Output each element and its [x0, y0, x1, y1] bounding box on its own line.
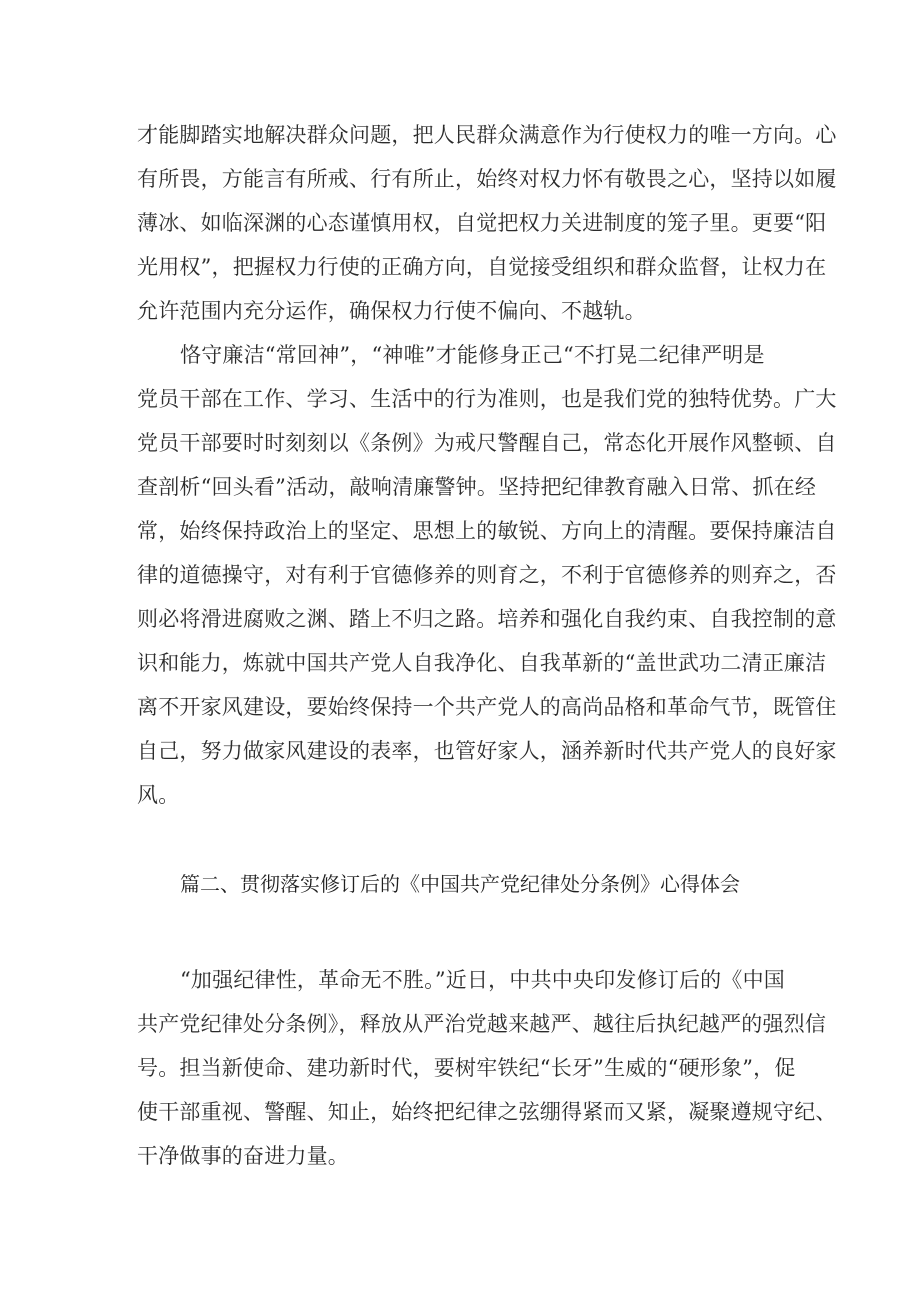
- paragraph2-line-4: 查剖析“回头看”活动，敲响清廉警钟。坚持把纪律教育融入日常、抓在经: [137, 475, 817, 499]
- paragraph2-line-3: 党员干部要时时刻刻以《条例》为戒尺警醒自己，常态化开展作风整顿、自: [137, 431, 837, 455]
- paragraph2-line-1: 恪守廉洁“常回神”，“神唯”才能修身正己“不打晃二纪律严明是: [180, 343, 765, 367]
- paragraph3-line-1: “加强纪律性，革命无不胜。”近日，中共中央印发修订后的《中国: [180, 968, 785, 992]
- paragraph1-line-4: 光用权”，把握权力行使的正确方向，自觉接受组织和群众监督，让权力在: [137, 255, 827, 279]
- paragraph2-line-11: 风。: [137, 783, 180, 807]
- paragraph1-line-5: 允许范围内充分运作，确保权力行使不偏向、不越轨。: [137, 299, 646, 323]
- paragraph2-line-5: 常，始终保持政治上的坚定、思想上的敏锐、方向上的清醒。要保持廉洁自: [137, 519, 837, 543]
- paragraph1-line-1: 才能脚踏实地解决群众问题，把人民群众满意作为行使权力的唯一方向。心: [137, 123, 837, 147]
- paragraph2-line-7: 则必将滑进腐败之渊、踏上不归之路。培养和强化自我约束、自我控制的意: [137, 607, 837, 631]
- paragraph2-line-8: 识和能力，炼就中国共产党人自我净化、自我革新的“盖世武功二清正廉洁: [137, 651, 827, 675]
- paragraph2-line-10: 自己，努力做家风建设的表率，也管好家人，涵养新时代共产党人的良好家: [137, 739, 837, 763]
- paragraph2-line-2: 党员干部在工作、学习、生活中的行为准则，也是我们党的独特优势。广大: [137, 387, 837, 411]
- paragraph3-line-4: 使干部重视、警醒、知止，始终把纪律之弦绷得紧而又紧，凝聚遵规守纪、: [137, 1100, 837, 1124]
- paragraph1-line-2: 有所畏，方能言有所戒、行有所止，始终对权力怀有敬畏之心，坚持以如履: [137, 167, 837, 191]
- paragraph1-line-3: 薄冰、如临深渊的心态谨慎用权，自觉把权力关进制度的笼子里。更要“阳: [137, 211, 827, 235]
- section-heading: 篇二、贯彻落实修订后的《中国共产党纪律处分条例》心得体会: [180, 872, 740, 896]
- paragraph3-line-5: 干净做事的奋进力量。: [137, 1144, 349, 1168]
- paragraph2-line-9: 离不开家风建设，要始终保持一个共产党人的高尚品格和革命气节，既管住: [137, 695, 837, 719]
- paragraph3-line-3: 号。担当新使命、建功新时代，要树牢铁纪“长牙”生威的“硬形象”，促: [137, 1056, 796, 1080]
- paragraph3-line-2: 共产党纪律处分条例》，释放从严治党越来越严、越往后执纪越严的强烈信: [137, 1012, 827, 1036]
- paragraph2-line-6: 律的道德操守，对有利于官德修养的则育之，不利于官德修养的则弃之，否: [137, 563, 837, 587]
